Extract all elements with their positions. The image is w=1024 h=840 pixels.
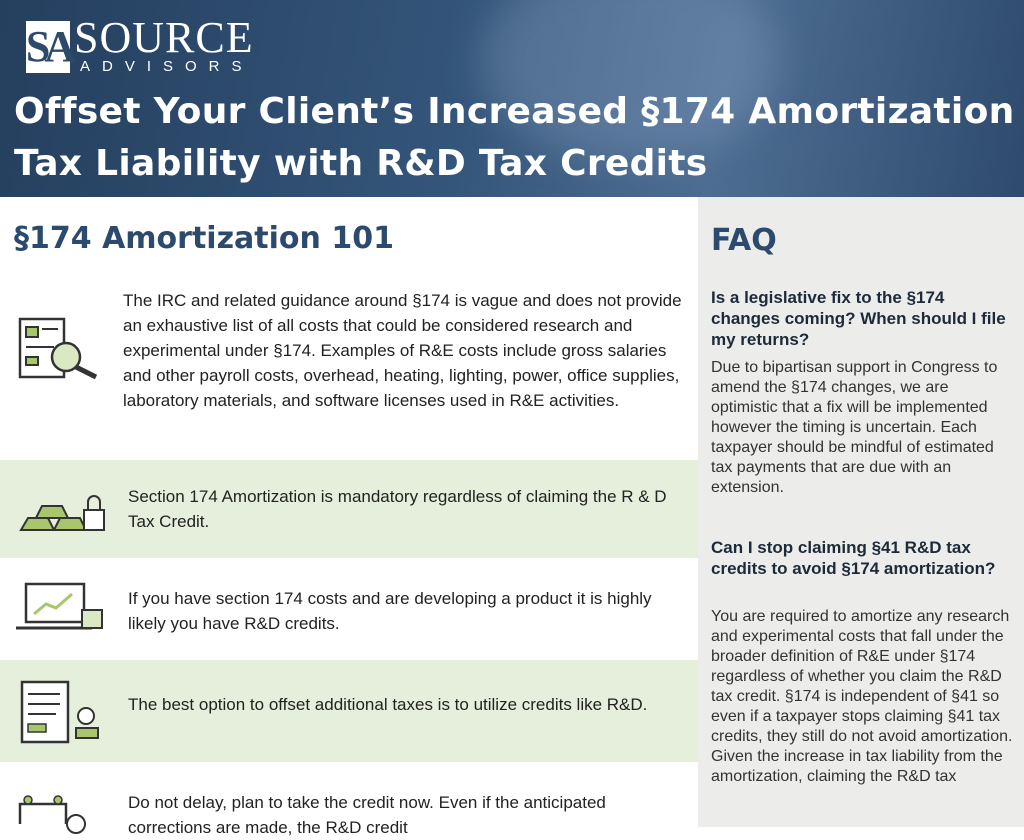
logo-subtext: ADVISORS [80, 58, 254, 75]
intro-paragraph: The IRC and related guidance around §174 is vague and does not provide an exhaustive list of all costs that could be considered research and experimental under §174. Examples of R&E costs include gross salaries and other payroll costs, overhead, heating, lighting, power, office supplies, laboratory materials, and software licenses used in R&E activities. [123, 291, 682, 410]
faq-heading: FAQ [711, 223, 777, 258]
point-text: If you have section 174 costs and are developing a product it is highly likely you have R&D credits. [128, 589, 652, 633]
logo-mark: SA [25, 22, 71, 71]
point-2 [0, 558, 698, 660]
point-4 [0, 762, 698, 837]
title-line: Tax Liability with R&D Tax Credits [14, 143, 708, 184]
title-line: Offset Your Client’s Increased §174 Amortization [14, 91, 1015, 132]
point-text: Do not delay, plan to take the credit now. Even if the anticipated corrections are made, the R&D credit [128, 793, 606, 837]
header-banner [0, 0, 1024, 197]
point-text: The best option to offset additional taxes is to utilize credits like R&D. [128, 695, 648, 714]
logo-text: SOURCE [74, 13, 254, 62]
document-stamp-icon [16, 678, 111, 748]
faq-sidebar [698, 197, 1024, 827]
faq-question: Is a legislative fix to the §174 changes coming? When should I file my returns? [711, 288, 1006, 349]
laptop-chart-icon [16, 580, 111, 635]
section-heading: §174 Amortization 101 [14, 221, 394, 256]
faq-answer: Due to bipartisan support in Congress to amend the §174 changes, we are optimistic that a fix will be implemented however the timing is uncertain. Each taxpayer should be mindful of estimated tax payments that are due with an extension. [711, 359, 998, 496]
calendar-tools-icon [16, 794, 111, 834]
logo [25, 13, 254, 75]
gold-bars-lock-icon [16, 486, 111, 536]
main-column [0, 197, 698, 837]
point-3 [0, 660, 698, 762]
document-magnifier-icon [16, 315, 111, 385]
point-1 [0, 460, 698, 558]
faq-question: Can I stop claiming §41 R&D tax credits to avoid §174 amortization? [711, 538, 996, 578]
page-title [14, 86, 1015, 190]
point-text: Section 174 Amortization is mandatory regardless of claiming the R & D Tax Credit. [128, 487, 667, 531]
faq-answer: You are required to amortize any research and experimental costs that fall under the broader definition of R&E under §174 regardless of whether you claim the R&D tax credit. §174 is independent of §41 so even if a taxpayer stops claiming §41 tax credits, they still do not avoid amortization. Given the increase in tax liability from the amortization, claiming the R&D tax [711, 608, 1013, 785]
